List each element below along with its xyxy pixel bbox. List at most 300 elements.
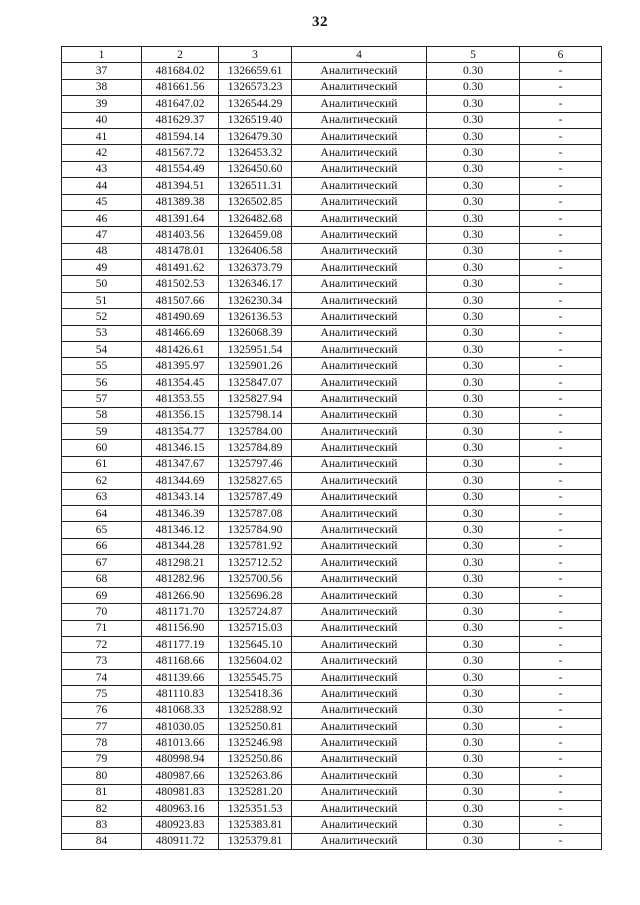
x-coordinate-cell: 481343.14: [142, 489, 219, 505]
accuracy-cell: 0.30: [427, 178, 520, 194]
point-number-cell: 47: [62, 227, 142, 243]
table-row: [62, 538, 602, 554]
x-coordinate-cell: 481490.69: [142, 309, 219, 325]
method-cell: Аналитический: [292, 719, 427, 735]
note-cell: -: [520, 784, 602, 800]
accuracy-cell: 0.30: [427, 719, 520, 735]
table-row: [62, 456, 602, 472]
y-coordinate-cell: 1326136.53: [219, 309, 292, 325]
accuracy-cell: 0.30: [427, 505, 520, 521]
note-cell: -: [520, 260, 602, 276]
method-cell: Аналитический: [292, 243, 427, 259]
point-number-cell: 69: [62, 587, 142, 603]
note-cell: -: [520, 292, 602, 308]
y-coordinate-cell: 1325901.26: [219, 358, 292, 374]
table-row: [62, 342, 602, 358]
point-number-cell: 41: [62, 128, 142, 144]
accuracy-cell: 0.30: [427, 735, 520, 751]
x-coordinate-cell: 481354.45: [142, 374, 219, 390]
table-row: [62, 243, 602, 259]
method-cell: Аналитический: [292, 669, 427, 685]
x-coordinate-cell: 481661.56: [142, 79, 219, 95]
x-coordinate-cell: 481466.69: [142, 325, 219, 341]
table-row: [62, 702, 602, 718]
method-cell: Аналитический: [292, 620, 427, 636]
note-cell: -: [520, 161, 602, 177]
point-number-cell: 79: [62, 751, 142, 767]
note-cell: -: [520, 571, 602, 587]
note-cell: -: [520, 96, 602, 112]
accuracy-cell: 0.30: [427, 604, 520, 620]
table-row: [62, 440, 602, 456]
x-coordinate-cell: 481347.67: [142, 456, 219, 472]
y-coordinate-cell: 1326346.17: [219, 276, 292, 292]
accuracy-cell: 0.30: [427, 227, 520, 243]
table-row: [62, 522, 602, 538]
x-coordinate-cell: 481356.15: [142, 407, 219, 423]
table-row: [62, 768, 602, 784]
y-coordinate-cell: 1325604.02: [219, 653, 292, 669]
table-body: [62, 63, 602, 850]
y-coordinate-cell: 1325827.65: [219, 473, 292, 489]
accuracy-cell: 0.30: [427, 210, 520, 226]
table-row: [62, 604, 602, 620]
method-cell: Аналитический: [292, 325, 427, 341]
column-header: 6: [520, 47, 602, 63]
table-row: [62, 79, 602, 95]
point-number-cell: 70: [62, 604, 142, 620]
x-coordinate-cell: 481426.61: [142, 342, 219, 358]
note-cell: -: [520, 538, 602, 554]
x-coordinate-cell: 481403.56: [142, 227, 219, 243]
note-cell: -: [520, 800, 602, 816]
point-number-cell: 83: [62, 817, 142, 833]
point-number-cell: 76: [62, 702, 142, 718]
note-cell: -: [520, 407, 602, 423]
accuracy-cell: 0.30: [427, 784, 520, 800]
x-coordinate-cell: 481353.55: [142, 391, 219, 407]
y-coordinate-cell: 1325645.10: [219, 637, 292, 653]
x-coordinate-cell: 481684.02: [142, 63, 219, 79]
x-coordinate-cell: 481171.70: [142, 604, 219, 620]
table-row: [62, 374, 602, 390]
y-coordinate-cell: 1325712.52: [219, 555, 292, 571]
accuracy-cell: 0.30: [427, 620, 520, 636]
x-coordinate-cell: 481389.38: [142, 194, 219, 210]
method-cell: Аналитический: [292, 342, 427, 358]
note-cell: -: [520, 79, 602, 95]
x-coordinate-cell: 481354.77: [142, 423, 219, 439]
point-number-cell: 56: [62, 374, 142, 390]
method-cell: Аналитический: [292, 79, 427, 95]
accuracy-cell: 0.30: [427, 325, 520, 341]
x-coordinate-cell: 480911.72: [142, 833, 219, 849]
x-coordinate-cell: 481594.14: [142, 128, 219, 144]
point-number-cell: 72: [62, 637, 142, 653]
table-row: [62, 833, 602, 849]
note-cell: -: [520, 719, 602, 735]
table-row: [62, 719, 602, 735]
note-cell: -: [520, 112, 602, 128]
x-coordinate-cell: 481554.49: [142, 161, 219, 177]
y-coordinate-cell: 1325784.89: [219, 440, 292, 456]
method-cell: Аналитический: [292, 423, 427, 439]
point-number-cell: 50: [62, 276, 142, 292]
y-coordinate-cell: 1326482.68: [219, 210, 292, 226]
method-cell: Аналитический: [292, 751, 427, 767]
point-number-cell: 82: [62, 800, 142, 816]
column-header: 3: [219, 47, 292, 63]
method-cell: Аналитический: [292, 800, 427, 816]
method-cell: Аналитический: [292, 702, 427, 718]
accuracy-cell: 0.30: [427, 194, 520, 210]
note-cell: -: [520, 751, 602, 767]
method-cell: Аналитический: [292, 63, 427, 79]
x-coordinate-cell: 481507.66: [142, 292, 219, 308]
point-number-cell: 52: [62, 309, 142, 325]
point-number-cell: 42: [62, 145, 142, 161]
point-number-cell: 45: [62, 194, 142, 210]
x-coordinate-cell: 481346.15: [142, 440, 219, 456]
table-header-row: [62, 47, 602, 63]
accuracy-cell: 0.30: [427, 161, 520, 177]
method-cell: Аналитический: [292, 768, 427, 784]
x-coordinate-cell: 481478.01: [142, 243, 219, 259]
y-coordinate-cell: 1325383.81: [219, 817, 292, 833]
y-coordinate-cell: 1325281.20: [219, 784, 292, 800]
point-number-cell: 77: [62, 719, 142, 735]
accuracy-cell: 0.30: [427, 768, 520, 784]
note-cell: -: [520, 456, 602, 472]
note-cell: -: [520, 702, 602, 718]
column-header: 5: [427, 47, 520, 63]
point-number-cell: 74: [62, 669, 142, 685]
y-coordinate-cell: 1325418.36: [219, 686, 292, 702]
x-coordinate-cell: 480987.66: [142, 768, 219, 784]
table-row: [62, 309, 602, 325]
accuracy-cell: 0.30: [427, 342, 520, 358]
note-cell: -: [520, 686, 602, 702]
point-number-cell: 46: [62, 210, 142, 226]
y-coordinate-cell: 1326453.32: [219, 145, 292, 161]
method-cell: Аналитический: [292, 128, 427, 144]
y-coordinate-cell: 1326511.31: [219, 178, 292, 194]
point-number-cell: 64: [62, 505, 142, 521]
x-coordinate-cell: 481647.02: [142, 96, 219, 112]
point-number-cell: 59: [62, 423, 142, 439]
point-number-cell: 65: [62, 522, 142, 538]
table-row: [62, 637, 602, 653]
note-cell: -: [520, 489, 602, 505]
y-coordinate-cell: 1325696.28: [219, 587, 292, 603]
table-row: [62, 112, 602, 128]
method-cell: Аналитический: [292, 161, 427, 177]
method-cell: Аналитический: [292, 358, 427, 374]
method-cell: Аналитический: [292, 587, 427, 603]
accuracy-cell: 0.30: [427, 702, 520, 718]
y-coordinate-cell: 1325250.81: [219, 719, 292, 735]
table-row: [62, 276, 602, 292]
point-number-cell: 71: [62, 620, 142, 636]
accuracy-cell: 0.30: [427, 833, 520, 849]
note-cell: -: [520, 243, 602, 259]
x-coordinate-cell: 481502.53: [142, 276, 219, 292]
method-cell: Аналитический: [292, 784, 427, 800]
x-coordinate-cell: 480923.83: [142, 817, 219, 833]
y-coordinate-cell: 1325263.86: [219, 768, 292, 784]
x-coordinate-cell: 481346.12: [142, 522, 219, 538]
point-number-cell: 63: [62, 489, 142, 505]
note-cell: -: [520, 653, 602, 669]
method-cell: Аналитический: [292, 833, 427, 849]
x-coordinate-cell: 481156.90: [142, 620, 219, 636]
x-coordinate-cell: 481266.90: [142, 587, 219, 603]
x-coordinate-cell: 481394.51: [142, 178, 219, 194]
y-coordinate-cell: 1325288.92: [219, 702, 292, 718]
method-cell: Аналитический: [292, 260, 427, 276]
point-number-cell: 62: [62, 473, 142, 489]
y-coordinate-cell: 1325250.86: [219, 751, 292, 767]
x-coordinate-cell: 481391.64: [142, 210, 219, 226]
table-row: [62, 669, 602, 685]
note-cell: -: [520, 145, 602, 161]
table-row: [62, 505, 602, 521]
note-cell: -: [520, 423, 602, 439]
note-cell: -: [520, 440, 602, 456]
y-coordinate-cell: 1325798.14: [219, 407, 292, 423]
point-number-cell: 37: [62, 63, 142, 79]
x-coordinate-cell: 481013.66: [142, 735, 219, 751]
note-cell: -: [520, 128, 602, 144]
table-row: [62, 194, 602, 210]
table-row: [62, 210, 602, 226]
y-coordinate-cell: 1325784.90: [219, 522, 292, 538]
x-coordinate-cell: 480963.16: [142, 800, 219, 816]
y-coordinate-cell: 1325715.03: [219, 620, 292, 636]
x-coordinate-cell: 481168.66: [142, 653, 219, 669]
note-cell: -: [520, 587, 602, 603]
method-cell: Аналитический: [292, 505, 427, 521]
x-coordinate-cell: 480998.94: [142, 751, 219, 767]
point-number-cell: 54: [62, 342, 142, 358]
note-cell: -: [520, 276, 602, 292]
note-cell: -: [520, 522, 602, 538]
note-cell: -: [520, 669, 602, 685]
note-cell: -: [520, 735, 602, 751]
point-number-cell: 38: [62, 79, 142, 95]
note-cell: -: [520, 817, 602, 833]
y-coordinate-cell: 1325351.53: [219, 800, 292, 816]
method-cell: Аналитический: [292, 276, 427, 292]
point-number-cell: 39: [62, 96, 142, 112]
accuracy-cell: 0.30: [427, 686, 520, 702]
method-cell: Аналитический: [292, 145, 427, 161]
accuracy-cell: 0.30: [427, 423, 520, 439]
accuracy-cell: 0.30: [427, 538, 520, 554]
table-row: [62, 735, 602, 751]
table-row: [62, 473, 602, 489]
table-row: [62, 128, 602, 144]
point-number-cell: 51: [62, 292, 142, 308]
x-coordinate-cell: 481567.72: [142, 145, 219, 161]
y-coordinate-cell: 1325700.56: [219, 571, 292, 587]
method-cell: Аналитический: [292, 440, 427, 456]
accuracy-cell: 0.30: [427, 276, 520, 292]
table-row: [62, 292, 602, 308]
x-coordinate-cell: 481346.39: [142, 505, 219, 521]
table-row: [62, 620, 602, 636]
accuracy-cell: 0.30: [427, 96, 520, 112]
point-number-cell: 58: [62, 407, 142, 423]
x-coordinate-cell: 481030.05: [142, 719, 219, 735]
method-cell: Аналитический: [292, 96, 427, 112]
table-row: [62, 571, 602, 587]
y-coordinate-cell: 1325827.94: [219, 391, 292, 407]
accuracy-cell: 0.30: [427, 292, 520, 308]
x-coordinate-cell: 481139.66: [142, 669, 219, 685]
table-row: [62, 751, 602, 767]
y-coordinate-cell: 1325847.07: [219, 374, 292, 390]
note-cell: -: [520, 227, 602, 243]
table-row: [62, 489, 602, 505]
y-coordinate-cell: 1325379.81: [219, 833, 292, 849]
point-number-cell: 44: [62, 178, 142, 194]
y-coordinate-cell: 1326519.40: [219, 112, 292, 128]
note-cell: -: [520, 620, 602, 636]
note-cell: -: [520, 768, 602, 784]
point-number-cell: 73: [62, 653, 142, 669]
accuracy-cell: 0.30: [427, 522, 520, 538]
y-coordinate-cell: 1326230.34: [219, 292, 292, 308]
point-number-cell: 49: [62, 260, 142, 276]
method-cell: Аналитический: [292, 538, 427, 554]
accuracy-cell: 0.30: [427, 751, 520, 767]
note-cell: -: [520, 358, 602, 374]
accuracy-cell: 0.30: [427, 63, 520, 79]
coordinates-table: [61, 46, 602, 850]
accuracy-cell: 0.30: [427, 473, 520, 489]
y-coordinate-cell: 1326502.85: [219, 194, 292, 210]
x-coordinate-cell: 481344.69: [142, 473, 219, 489]
y-coordinate-cell: 1325246.98: [219, 735, 292, 751]
note-cell: -: [520, 309, 602, 325]
accuracy-cell: 0.30: [427, 112, 520, 128]
method-cell: Аналитический: [292, 686, 427, 702]
x-coordinate-cell: 481395.97: [142, 358, 219, 374]
accuracy-cell: 0.30: [427, 817, 520, 833]
y-coordinate-cell: 1326573.23: [219, 79, 292, 95]
y-coordinate-cell: 1325797.46: [219, 456, 292, 472]
note-cell: -: [520, 505, 602, 521]
accuracy-cell: 0.30: [427, 637, 520, 653]
x-coordinate-cell: 481282.96: [142, 571, 219, 587]
table-row: [62, 391, 602, 407]
accuracy-cell: 0.30: [427, 587, 520, 603]
y-coordinate-cell: 1325951.54: [219, 342, 292, 358]
table-row: [62, 325, 602, 341]
point-number-cell: 43: [62, 161, 142, 177]
method-cell: Аналитический: [292, 407, 427, 423]
accuracy-cell: 0.30: [427, 260, 520, 276]
method-cell: Аналитический: [292, 309, 427, 325]
point-number-cell: 75: [62, 686, 142, 702]
y-coordinate-cell: 1325784.00: [219, 423, 292, 439]
accuracy-cell: 0.30: [427, 407, 520, 423]
point-number-cell: 68: [62, 571, 142, 587]
point-number-cell: 61: [62, 456, 142, 472]
method-cell: Аналитический: [292, 391, 427, 407]
point-number-cell: 48: [62, 243, 142, 259]
table-row: [62, 800, 602, 816]
note-cell: -: [520, 178, 602, 194]
accuracy-cell: 0.30: [427, 145, 520, 161]
accuracy-cell: 0.30: [427, 489, 520, 505]
method-cell: Аналитический: [292, 522, 427, 538]
note-cell: -: [520, 391, 602, 407]
accuracy-cell: 0.30: [427, 440, 520, 456]
table-row: [62, 653, 602, 669]
point-number-cell: 67: [62, 555, 142, 571]
method-cell: Аналитический: [292, 456, 427, 472]
y-coordinate-cell: 1326544.29: [219, 96, 292, 112]
point-number-cell: 40: [62, 112, 142, 128]
accuracy-cell: 0.30: [427, 653, 520, 669]
x-coordinate-cell: 481298.21: [142, 555, 219, 571]
point-number-cell: 80: [62, 768, 142, 784]
method-cell: Аналитический: [292, 653, 427, 669]
note-cell: -: [520, 342, 602, 358]
y-coordinate-cell: 1326659.61: [219, 63, 292, 79]
y-coordinate-cell: 1326406.58: [219, 243, 292, 259]
point-number-cell: 66: [62, 538, 142, 554]
accuracy-cell: 0.30: [427, 555, 520, 571]
table-row: [62, 817, 602, 833]
x-coordinate-cell: 481068.33: [142, 702, 219, 718]
point-number-cell: 53: [62, 325, 142, 341]
note-cell: -: [520, 473, 602, 489]
table-row: [62, 96, 602, 112]
y-coordinate-cell: 1325781.92: [219, 538, 292, 554]
note-cell: -: [520, 637, 602, 653]
note-cell: -: [520, 210, 602, 226]
note-cell: -: [520, 833, 602, 849]
table-row: [62, 178, 602, 194]
accuracy-cell: 0.30: [427, 309, 520, 325]
table-row: [62, 407, 602, 423]
accuracy-cell: 0.30: [427, 571, 520, 587]
method-cell: Аналитический: [292, 178, 427, 194]
method-cell: Аналитический: [292, 227, 427, 243]
accuracy-cell: 0.30: [427, 456, 520, 472]
y-coordinate-cell: 1325787.08: [219, 505, 292, 521]
method-cell: Аналитический: [292, 473, 427, 489]
y-coordinate-cell: 1325724.87: [219, 604, 292, 620]
point-number-cell: 84: [62, 833, 142, 849]
point-number-cell: 55: [62, 358, 142, 374]
method-cell: Аналитический: [292, 489, 427, 505]
table-row: [62, 784, 602, 800]
method-cell: Аналитический: [292, 112, 427, 128]
accuracy-cell: 0.30: [427, 800, 520, 816]
x-coordinate-cell: 481344.28: [142, 538, 219, 554]
x-coordinate-cell: 480981.83: [142, 784, 219, 800]
table-row: [62, 63, 602, 79]
table-row: [62, 555, 602, 571]
method-cell: Аналитический: [292, 817, 427, 833]
point-number-cell: 81: [62, 784, 142, 800]
x-coordinate-cell: 481491.62: [142, 260, 219, 276]
y-coordinate-cell: 1326479.30: [219, 128, 292, 144]
